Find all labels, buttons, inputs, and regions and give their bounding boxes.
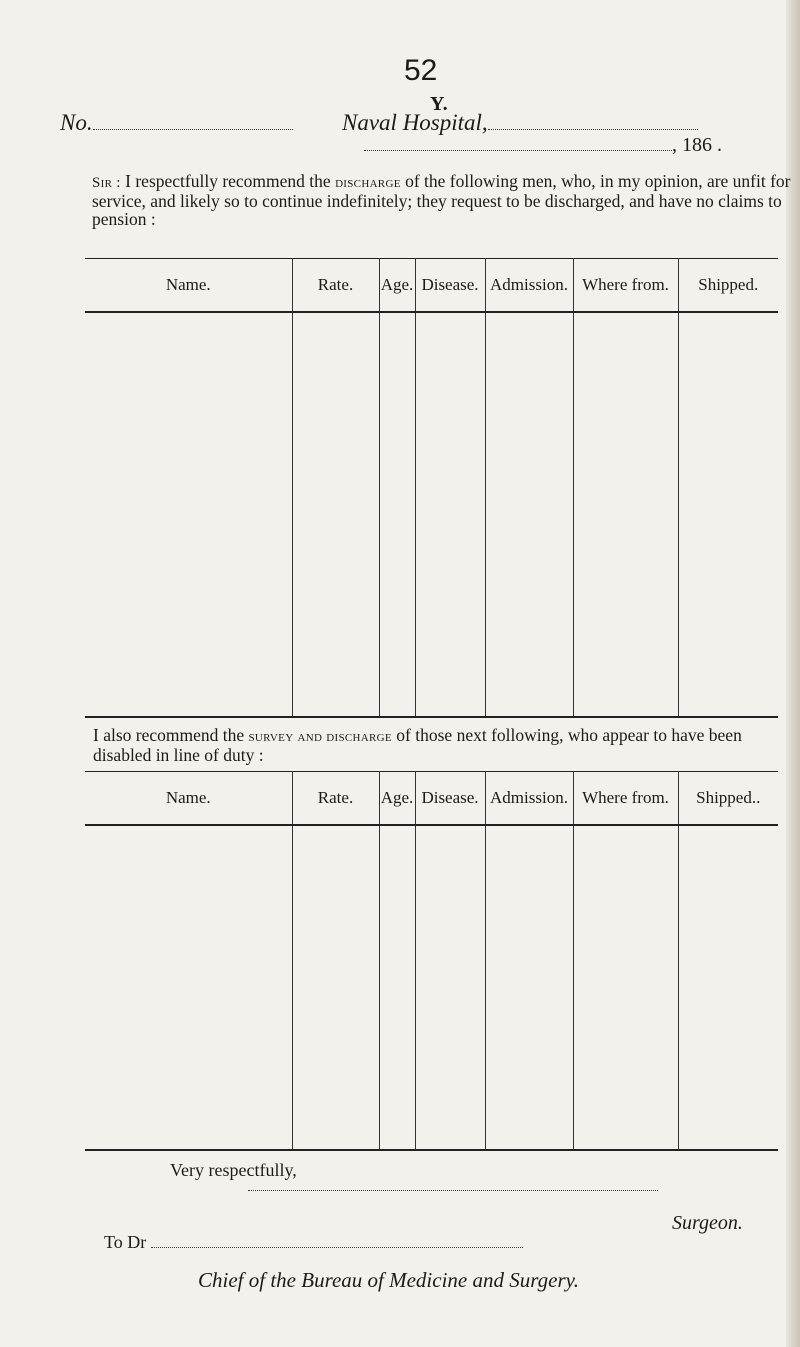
- survey-paragraph: [93, 726, 793, 764]
- col-name: Name.: [85, 772, 292, 826]
- cell-shipped[interactable]: [678, 825, 778, 1150]
- date-line: [364, 134, 722, 157]
- col-age: Age.: [379, 259, 415, 313]
- cell-name[interactable]: [85, 825, 292, 1150]
- col-rate: Rate.: [292, 259, 379, 313]
- col-rate: Rate.: [292, 772, 379, 826]
- cell-disease[interactable]: [415, 312, 485, 717]
- signature-blank[interactable]: [248, 1190, 658, 1191]
- to-dr-label: To Dr: [104, 1232, 147, 1252]
- form-id: Y.: [430, 93, 448, 115]
- cell-where-from[interactable]: [573, 312, 678, 717]
- col-where-from: Where from.: [573, 259, 678, 313]
- cell-where-from[interactable]: [573, 825, 678, 1150]
- number-line: [60, 110, 293, 136]
- intro-emphasis: discharge: [335, 175, 401, 191]
- col-disease: Disease.: [415, 259, 485, 313]
- year-label: , 186 .: [672, 134, 722, 156]
- chief-title: Chief of the Bureau of Medicine and Surgery.: [198, 1268, 580, 1292]
- cell-age[interactable]: [379, 825, 415, 1150]
- intro-paragraph: [92, 172, 792, 228]
- hospital-label: Naval Hospital,: [342, 110, 488, 135]
- hospital-line: [342, 110, 698, 136]
- cell-disease[interactable]: [415, 825, 485, 1150]
- intro-text-b: of the following men, who, in my opinion, are unfit for service, and likely so to continue indefinitely; they request to be discharged, and have no claims to pension :: [92, 171, 791, 229]
- date-blank[interactable]: [364, 150, 672, 151]
- cell-age[interactable]: [379, 312, 415, 717]
- col-where-from: Where from.: [573, 772, 678, 826]
- page-number: 52: [404, 54, 438, 87]
- col-admission: Admission.: [485, 772, 573, 826]
- cell-rate[interactable]: [292, 825, 379, 1150]
- very-respectfully: Very respectfully,: [170, 1160, 297, 1180]
- signature-line: [248, 1178, 658, 1196]
- cell-name[interactable]: [85, 312, 292, 717]
- to-dr-line: [104, 1232, 523, 1253]
- col-admission: Admission.: [485, 259, 573, 313]
- survey-emphasis: survey and discharge: [248, 729, 392, 745]
- no-label: No.: [60, 110, 93, 135]
- table-header-row: [85, 772, 778, 826]
- hospital-blank[interactable]: [488, 129, 698, 130]
- cell-admission[interactable]: [485, 312, 573, 717]
- table-row[interactable]: [85, 312, 778, 717]
- col-shipped: Shipped.: [678, 259, 778, 313]
- table-row[interactable]: [85, 825, 778, 1150]
- to-dr-blank[interactable]: [151, 1247, 523, 1248]
- surgeon-label: Surgeon.: [672, 1212, 743, 1234]
- col-age: Age.: [379, 772, 415, 826]
- no-blank[interactable]: [93, 129, 293, 130]
- survey-text-a: I also recommend the: [93, 725, 249, 745]
- salutation: Sir :: [92, 175, 121, 191]
- discharge-table: [85, 258, 778, 718]
- col-disease: Disease.: [415, 772, 485, 826]
- cell-admission[interactable]: [485, 825, 573, 1150]
- survey-table: [85, 771, 778, 1151]
- col-name: Name.: [85, 259, 292, 313]
- survey-text-b: of those next following, who appear to have been disabled in line of duty :: [93, 725, 742, 765]
- intro-text-a: I respectfully recommend the: [125, 171, 336, 191]
- cell-shipped[interactable]: [678, 312, 778, 717]
- cell-rate[interactable]: [292, 312, 379, 717]
- table-header-row: [85, 259, 778, 313]
- col-shipped: Shipped..: [678, 772, 778, 826]
